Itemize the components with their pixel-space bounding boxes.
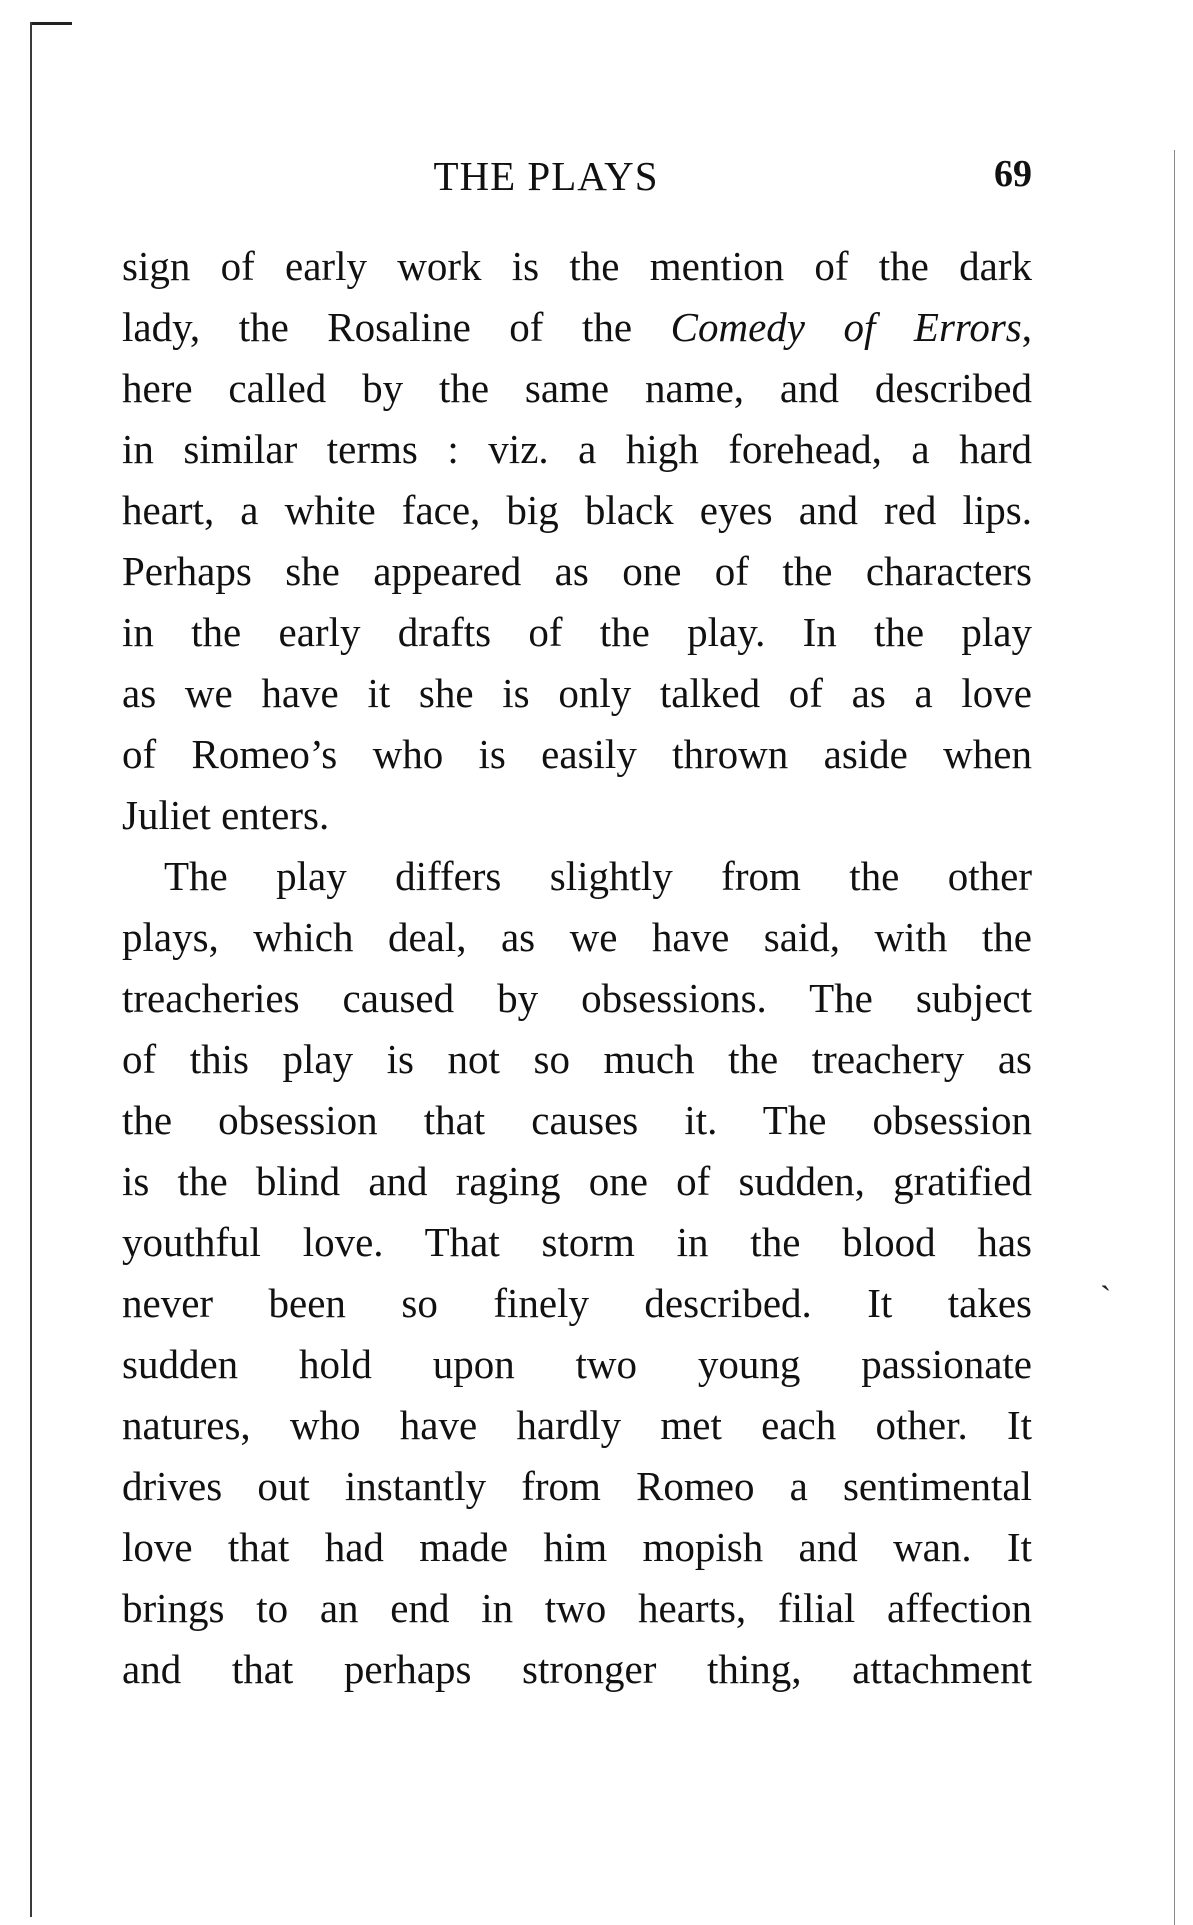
scan-left-edge [30, 22, 32, 1917]
text-line: in similar terms : viz. a high forehead, a hard [122, 426, 1032, 472]
text-line: youthful love. That storm in the blood has [122, 1219, 1032, 1265]
running-head-title: THE PLAYS [433, 153, 659, 199]
text-line: love that had made him mopish and wan. It [122, 1524, 1032, 1570]
text-line: is the blind and raging one of sudden, gratified [122, 1158, 1032, 1204]
text-line: Perhaps she appeared as one of the characters [122, 548, 1032, 594]
scan-corner-mark [30, 22, 72, 25]
text-line: sign of early work is the mention of the dark [122, 243, 1032, 289]
text-line: natures, who have hardly met each other. It [122, 1402, 1032, 1448]
paragraph [122, 236, 1032, 846]
text-line: heart, a white face, big black eyes and red lips. [122, 487, 1032, 533]
text-line: plays, which deal, as we have said, with the [122, 914, 1032, 960]
text-line: sudden hold upon two young passionate [122, 1341, 1032, 1387]
page-number: 69 [994, 153, 1032, 195]
text-line: lady, the Rosaline of the Comedy of Errors, [122, 304, 1032, 350]
text-line: here called by the same name, and described [122, 365, 1032, 411]
text-line: of Romeo’s who is easily thrown aside when [122, 731, 1032, 777]
text-line: The play differs slightly from the other [164, 853, 1032, 899]
text-line: as we have it she is only talked of as a love [122, 670, 1032, 716]
body-text [122, 236, 1032, 1700]
text-line: never been so finely described. It takes [122, 1280, 1032, 1326]
text-line: Juliet enters. [122, 792, 330, 838]
text-line: drives out instantly from Romeo a sentimental [122, 1463, 1032, 1509]
text-line: treacheries caused by obsessions. The subject [122, 975, 1032, 1021]
text-line: of this play is not so much the treachery as [122, 1036, 1032, 1082]
scan-right-edge [1174, 150, 1175, 1925]
text-line: and that perhaps stronger thing, attachment [122, 1646, 1032, 1692]
running-head [122, 152, 1032, 202]
text-line: the obsession that causes it. The obsession [122, 1097, 1032, 1143]
scan-speck: ˋ [1100, 1280, 1112, 1317]
italic-title: Comedy of Errors [670, 304, 1022, 350]
text-line: in the early drafts of the play. In the play [122, 609, 1032, 655]
text-line: brings to an end in two hearts, filial affection [122, 1585, 1032, 1631]
paragraph [122, 846, 1032, 1700]
